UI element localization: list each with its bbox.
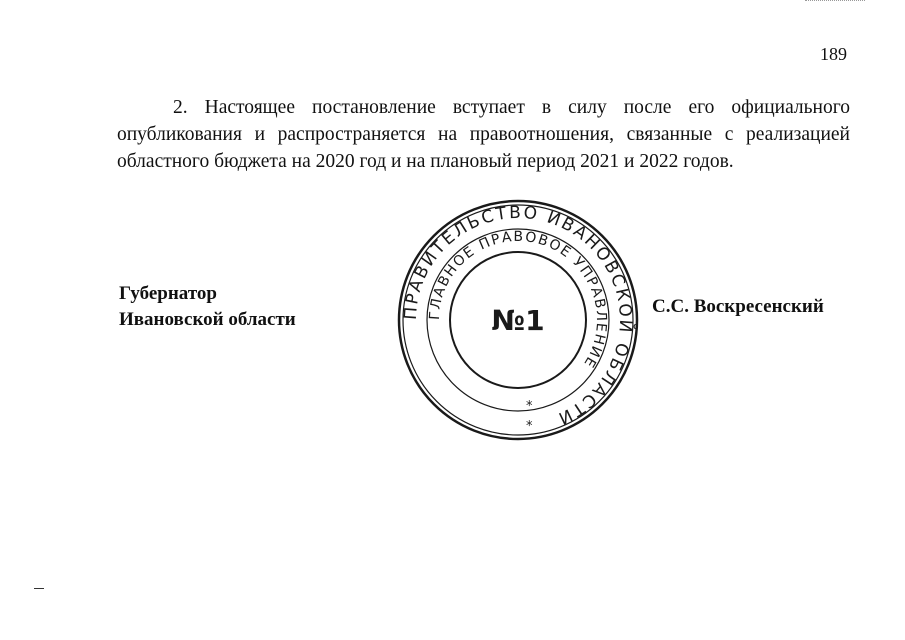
signatory-name: С.С. Воскресенский	[652, 296, 824, 317]
official-seal	[396, 198, 640, 442]
signatory-title-line1: Губернатор	[119, 283, 217, 304]
seal-star-1: *	[526, 399, 533, 414]
seal-outer-text: ПРАВИТЕЛЬСТВО ИВАНОВСКОЙ ОБЛАСТИ	[400, 202, 636, 429]
signatory-title-line2: Ивановской области	[119, 309, 296, 330]
seal-graphic	[396, 198, 640, 442]
seal-star-2: *	[526, 419, 533, 434]
edge-mark	[34, 588, 44, 589]
body-paragraph: 2. Настоящее постановление вступает в силу после его официального опубликования и распространяется на правоотношения, связанные с реализацией областного бюджета на 2020 год и на плановый период 2021 и 2022 годов.	[117, 97, 850, 172]
signatory-title	[119, 281, 296, 333]
seal-inner-text: ГЛАВНОЕ ПРАВОВОЕ УПРАВЛЕНИЕ	[426, 228, 610, 372]
scan-artifact	[805, 0, 865, 7]
page-number: 189	[820, 44, 847, 64]
seal-center-number: №1	[491, 304, 545, 337]
